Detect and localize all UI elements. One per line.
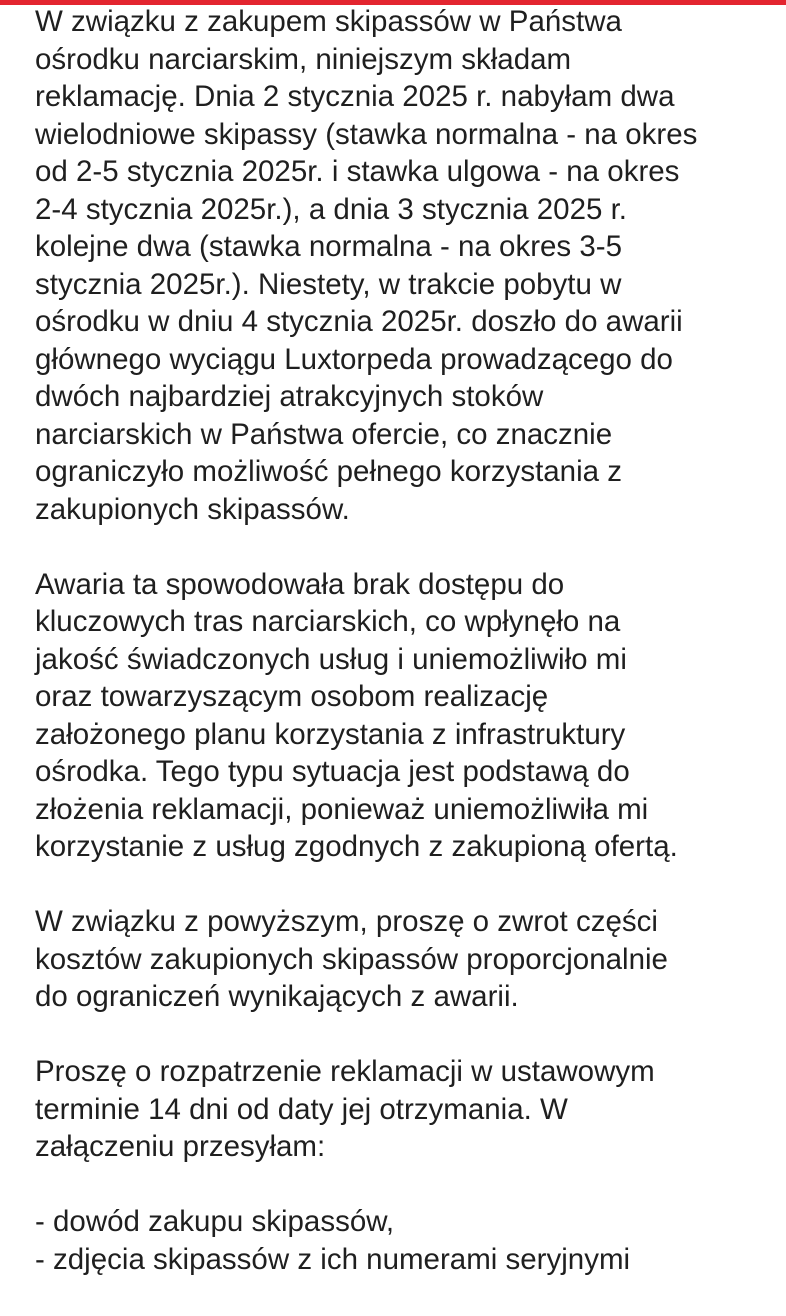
message-body (35, 3, 775, 1316)
list-item: - zdjęcia skipassów z ich numerami seryjnymi (35, 1242, 631, 1276)
text-line: stycznia 2025r.). Niestety, w trakcie pobytu w (35, 267, 622, 301)
paragraph-failure-impact (35, 566, 775, 866)
text-line: kluczowych tras narciarskich, co wpłynęło na (35, 605, 621, 638)
text-line: złożenia reklamacji, ponieważ uniemożliwiła mi (35, 792, 649, 826)
text-line: od 2-5 stycznia 2025r. i stawka ulgowa - na okres (35, 155, 680, 188)
text-line: wielodniowe skipassy (stawka normalna - na okres (35, 117, 698, 151)
text-line: reklamację. Dnia 2 stycznia 2025 r. nabyłam dwa (35, 80, 675, 113)
text-line: załączeniu przesyłam: (35, 1130, 326, 1163)
text-line: Proszę o rozpatrzenie reklamacji w ustawowym (35, 1055, 655, 1088)
text-line: ograniczyło możliwość pełnego korzystania z (35, 455, 622, 488)
paragraph-refund-request (35, 903, 775, 1016)
text-line: oraz towarzyszącym osobom realizację (35, 680, 549, 713)
text-line: jakość świadczonych usług i uniemożliwiło mi (35, 642, 627, 676)
attachments-list (35, 1203, 775, 1278)
text-line: 2-4 stycznia 2025r.), a dnia 3 stycznia 2025 r. (35, 192, 627, 226)
text-line: narciarskich w Państwa ofercie, co znacznie (35, 417, 613, 451)
text-line: W związku z powyższym, proszę o zwrot części (35, 905, 658, 938)
text-line: Awaria ta spowodowała brak dostępu do (35, 567, 565, 601)
text-line: ośrodku w dniu 4 stycznia 2025r. doszło do awarii (35, 305, 683, 338)
text-line: korzystanie z usług zgodnych z zakupioną ofertą. (35, 830, 678, 863)
text-line: W związku z zakupem skipassów w Państwa (35, 5, 622, 38)
list-item: - dowód zakupu skipassów, (35, 1205, 395, 1238)
text-line: do ograniczeń wynikających z awarii. (35, 980, 519, 1013)
paragraph-complaint-intro (35, 3, 775, 528)
paragraph-deadline (35, 1053, 775, 1166)
text-line: terminie 14 dni od daty jej otrzymania. W (35, 1092, 568, 1126)
text-line: założonego planu korzystania z infrastruktury (35, 717, 626, 751)
text-line: kolejne dwa (stawka normalna - na okres 3-5 (35, 230, 623, 263)
text-line: ośrodku narciarskim, niniejszym składam (35, 42, 572, 76)
text-line: głównego wyciągu Luxtorpeda prowadzącego do (35, 342, 673, 376)
text-line: kosztów zakupionych skipassów proporcjonalnie (35, 942, 668, 976)
text-line: zakupionych skipassów. (35, 492, 350, 526)
text-line: ośrodka. Tego typu sytuacja jest podstawą do (35, 755, 630, 788)
text-line: dwóch najbardziej atrakcyjnych stoków (35, 380, 544, 413)
